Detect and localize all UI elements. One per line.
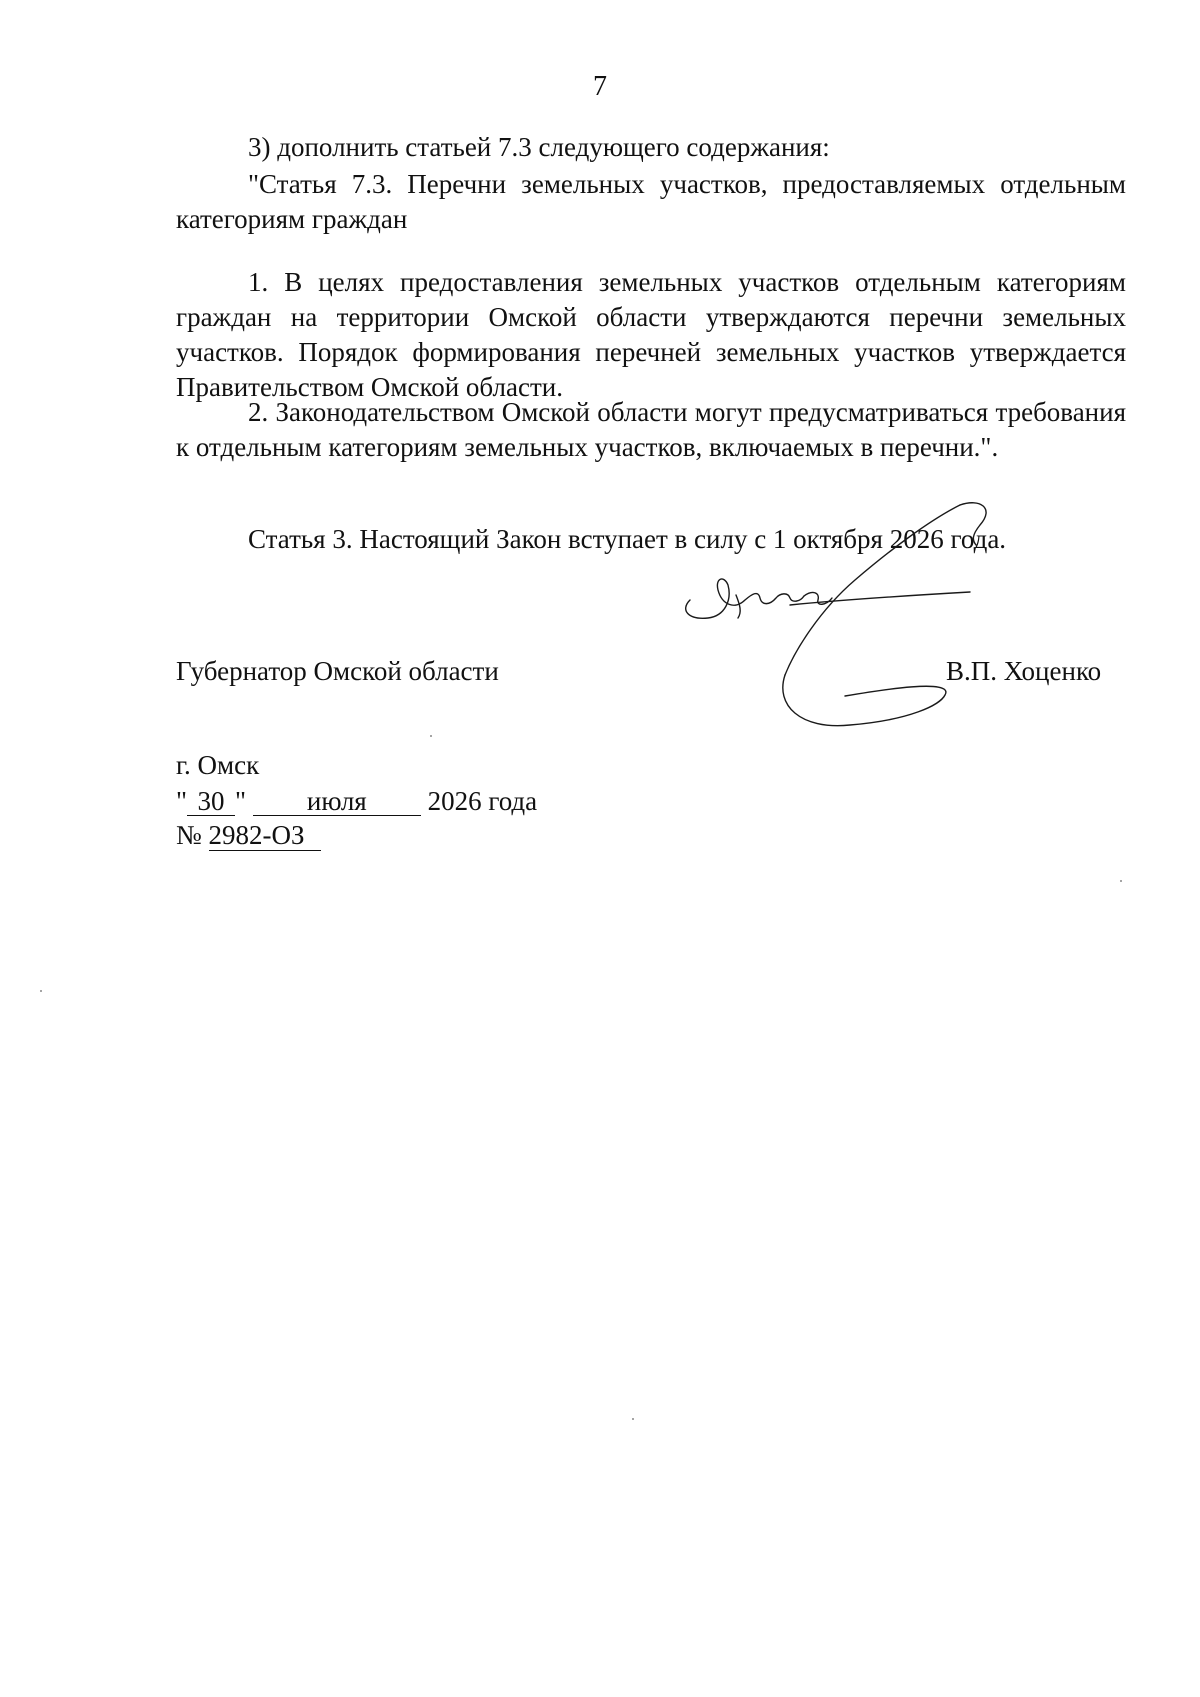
page-number: 7 [593,71,607,102]
signer-title: Губернатор Омской области [176,656,499,686]
signer-name: В.П. Хоценко [946,656,1102,686]
item-3-paragraph: 3) дополнить статьей 7.3 следующего содержания: [248,132,830,162]
scan-speck [632,1418,634,1420]
article-7-3-title: "Статья 7.3. Перечни земельных участков, предоставляемых отдельным категориям граждан [176,169,1126,234]
handwritten-signature [680,500,1060,740]
date-open-quote: " [176,786,188,816]
point-2-paragraph: 2. Законодательством Омской области могут предусматриваться требования к отдельным категориям земельных участков, включаемых в перечни.". [176,397,1126,462]
signing-date [176,784,537,819]
point-1-paragraph: 1. В целях предоставления земельных участков отдельным категориям граждан на территории Омской области утверждаются перечни земельных участков. Порядок формирования перечней земельных участков утверждается Правительством Омской области. [176,267,1126,402]
number-prefix: № [176,820,202,850]
scan-speck [1120,880,1122,882]
law-number [176,818,321,853]
scan-speck [40,990,42,992]
scan-speck [430,735,432,737]
number-value: 2982-ОЗ [209,820,321,851]
article-3-paragraph: Статья 3. Настоящий Закон вступает в силу с 1 октября 2026 года. [248,524,1007,554]
date-month: июля [253,787,421,816]
date-day: 30 [187,787,235,816]
place-of-signing: г. Омск [176,750,260,780]
date-close-quote: " [235,786,247,816]
date-year: 2026 года [427,786,538,816]
